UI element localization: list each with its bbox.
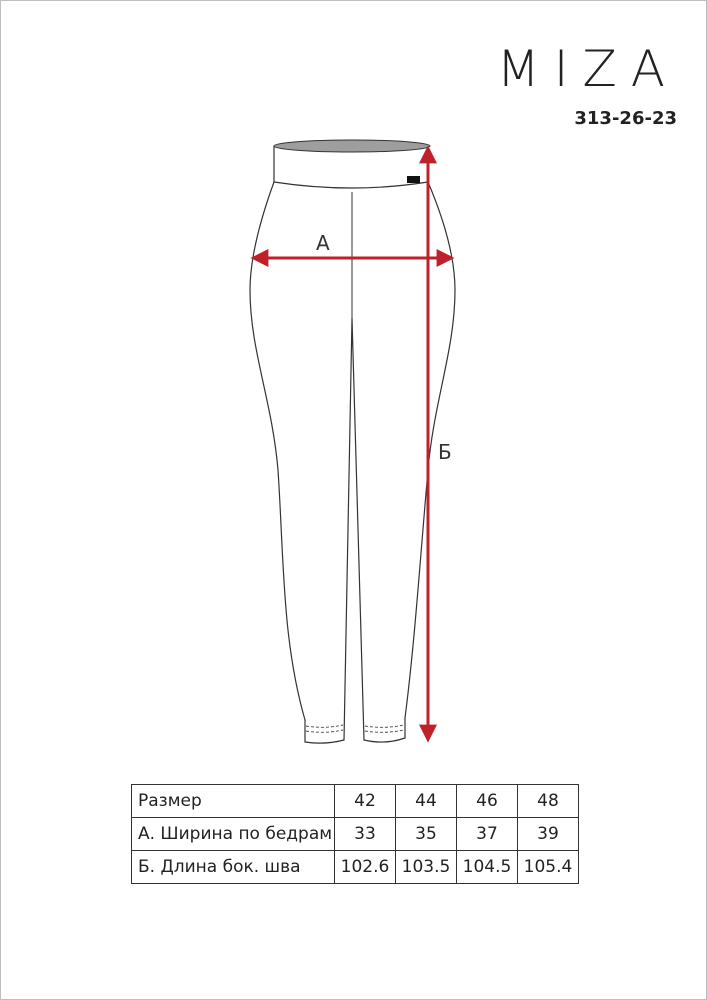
label-patch: [407, 176, 420, 183]
table-cell: 102.6: [335, 851, 396, 884]
table-cell: 48: [518, 785, 579, 818]
table-cell: 39: [518, 818, 579, 851]
article-number: 313-26-23: [574, 108, 677, 129]
measure-b-label: Б: [438, 440, 452, 464]
table-cell: 103.5: [396, 851, 457, 884]
table-row: [132, 818, 579, 851]
table-cell: 105.4: [518, 851, 579, 884]
hem-stitch-left-2: [306, 730, 343, 732]
size-table: [131, 784, 579, 884]
hem-stitch-right-2: [365, 730, 404, 732]
table-cell: 33: [335, 818, 396, 851]
table-cell: 104.5: [457, 851, 518, 884]
table-cell: 37: [457, 818, 518, 851]
table-cell: Б. Длина бок. шва: [132, 851, 335, 884]
table-header-row: [132, 785, 579, 818]
table-row: [132, 851, 579, 884]
table-cell: 42: [335, 785, 396, 818]
table-cell: 46: [457, 785, 518, 818]
hem-stitch-right: [365, 725, 404, 727]
table-cell: 35: [396, 818, 457, 851]
table-cell: 44: [396, 785, 457, 818]
waistband-top: [274, 140, 430, 152]
measure-a-label: А: [316, 231, 330, 255]
table-cell: Размер: [132, 785, 335, 818]
hem-stitch-left: [306, 725, 343, 727]
table-cell: А. Ширина по бедрам: [132, 818, 335, 851]
brand-logo: MIZA: [496, 40, 679, 98]
